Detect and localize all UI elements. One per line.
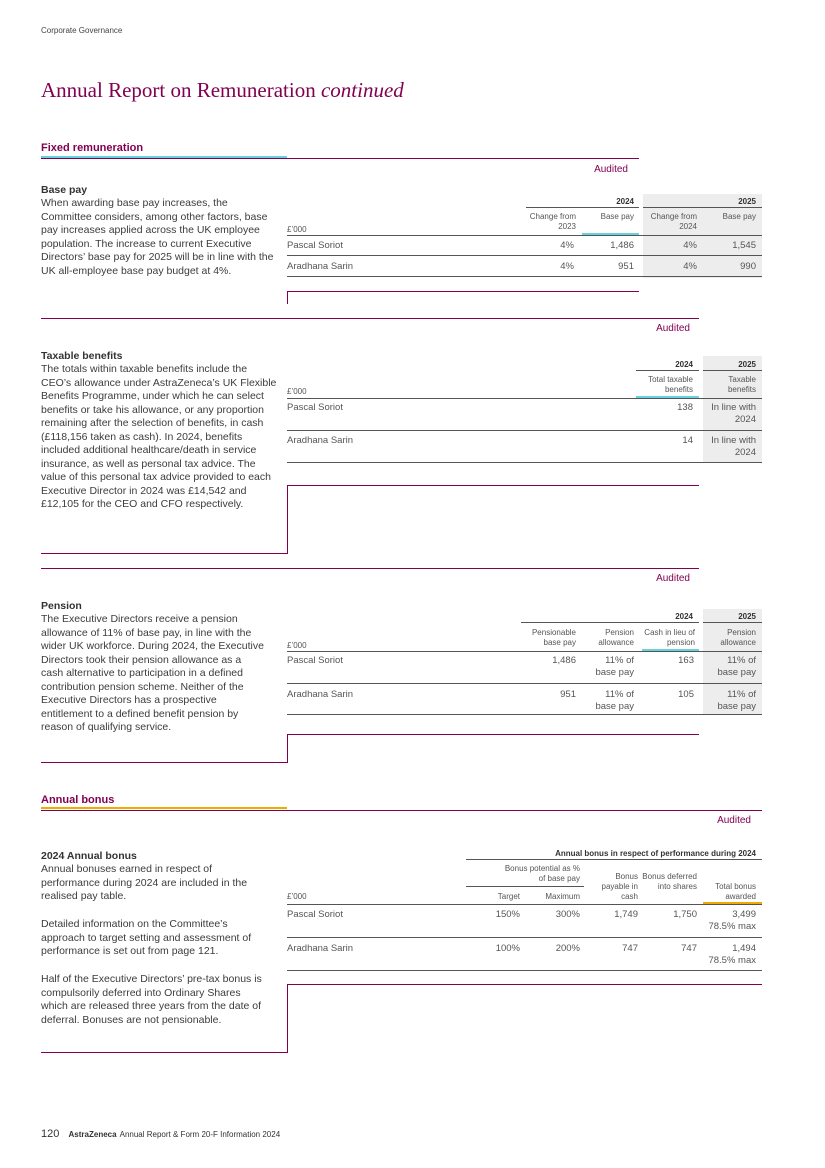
cell: 300% <box>555 909 580 920</box>
col-header: Maximum <box>545 892 580 901</box>
header-rule <box>287 904 762 905</box>
col-header: Base pay <box>722 212 756 221</box>
title-suffix: continued <box>320 78 404 102</box>
year-rule <box>703 622 762 623</box>
row-rule <box>287 970 762 971</box>
year-header: 2024 <box>675 612 693 621</box>
col-header: Base pay <box>600 212 634 221</box>
year-rule <box>636 370 699 371</box>
annual-bonus-heading: Annual bonus <box>41 794 115 806</box>
title-main: Annual Report on Remuneration <box>41 78 316 102</box>
year-header: 2024 <box>675 360 693 369</box>
cell: 4% <box>560 261 574 272</box>
section-rule <box>41 810 762 811</box>
year-header: 2024 <box>616 197 634 206</box>
cell: 100% <box>495 943 520 954</box>
cell: 11% of base pay <box>717 655 756 678</box>
cell: 138 <box>677 402 693 413</box>
col-header: Taxable benefits <box>727 375 756 394</box>
bracket-rule <box>287 485 288 553</box>
cell: 951 <box>618 261 634 272</box>
cell: 1,749 <box>614 909 638 920</box>
footer <box>41 1128 280 1140</box>
header-rule <box>287 651 762 652</box>
row-rule <box>287 683 762 684</box>
pension-heading: Pension <box>41 600 82 612</box>
cell: 150% <box>495 909 520 920</box>
unit-label: £’000 <box>287 387 307 396</box>
row-name: Pascal Soriot <box>287 655 343 666</box>
col-header: Pension allowance <box>598 628 634 647</box>
audited-label: Audited <box>717 815 751 826</box>
base-pay-heading: Base pay <box>41 184 88 196</box>
unit-label: £’000 <box>287 892 307 901</box>
year-header: 2025 <box>738 197 756 206</box>
header-rule <box>287 235 762 236</box>
cell: 990 <box>740 261 756 272</box>
col-header: Total bonus awarded <box>715 882 756 901</box>
row-rule <box>287 714 762 715</box>
row-name: Aradhana Sarin <box>287 435 354 446</box>
cell: 1,486 <box>552 655 576 666</box>
bonus-text-3: Half of the Executive Directors’ pre-tax bonus is compulsorily deferred into Ordinary Shares which are released three years from the date of deferral. Bonuses are not pensionable. <box>41 973 262 1026</box>
section-rule <box>41 158 639 159</box>
audited-label: Audited <box>656 323 690 334</box>
col-header: Cash in lieu of pension <box>644 628 695 647</box>
footer-text: Annual Report & Form 20-F Information 2024 <box>119 1130 281 1139</box>
cell: 78.5% max <box>708 921 756 932</box>
bracket-rule <box>41 553 288 554</box>
cell: 1,545 <box>732 240 756 251</box>
row-rule <box>287 430 762 431</box>
fixed-remuneration-heading: Fixed remuneration <box>41 142 144 154</box>
footer-brand: AstraZeneca <box>68 1130 117 1139</box>
bracket-rule <box>287 984 288 1052</box>
bonus-subheading: 2024 Annual bonus <box>41 850 137 862</box>
row-name: Aradhana Sarin <box>287 261 354 272</box>
col-header: Pension allowance <box>720 628 756 647</box>
cell: 4% <box>683 240 697 251</box>
cell: In line with 2024 <box>711 402 756 425</box>
bracket-rule <box>41 1052 288 1053</box>
cell: 1,750 <box>673 909 697 920</box>
year-rule <box>643 207 762 208</box>
audited-label: Audited <box>594 164 628 175</box>
bonus-text-2: Detailed information on the Committee’s approach to target setting and assessment of performance is set out from page 121. <box>41 918 252 957</box>
cell: 4% <box>560 240 574 251</box>
bonus-text-1: Annual bonuses earned in respect of performance during 2024 are included in the realised pay table. <box>41 863 248 902</box>
year-rule <box>703 370 762 371</box>
col-header: Total taxable benefits <box>648 375 693 394</box>
cell: 78.5% max <box>708 955 756 966</box>
section-label: Corporate Governance <box>41 26 123 35</box>
bracket-rule <box>287 291 288 304</box>
group-header: Annual bonus in respect of performance during 2024 <box>555 849 756 858</box>
cell: 3,499 <box>732 909 756 920</box>
cell: 11% of base pay <box>595 655 634 678</box>
col-header: Bonus potential as % of base pay <box>504 864 580 883</box>
header-rule <box>287 398 762 399</box>
year-header: 2025 <box>738 360 756 369</box>
section-rule <box>41 568 699 569</box>
bracket-rule <box>287 485 699 486</box>
row-rule <box>287 937 762 938</box>
col-header: Pensionable base pay <box>531 628 576 647</box>
cell: 11% of base pay <box>717 689 756 712</box>
col-header: Bonus payable in cash <box>601 872 638 901</box>
cell: 747 <box>622 943 638 954</box>
page-title <box>41 78 404 103</box>
bracket-rule <box>41 762 288 763</box>
year-header: 2025 <box>738 612 756 621</box>
bracket-rule <box>287 734 699 735</box>
col-header: Change from 2024 <box>650 212 697 231</box>
year-rule <box>521 622 699 623</box>
cell: 1,486 <box>610 240 634 251</box>
sub-group-rule <box>466 886 584 887</box>
group-rule <box>466 859 762 860</box>
cell: 1,494 <box>732 943 756 954</box>
row-name: Pascal Soriot <box>287 402 343 413</box>
cell: 200% <box>555 943 580 954</box>
cell: 14 <box>682 435 693 446</box>
row-name: Aradhana Sarin <box>287 689 354 700</box>
col-header: Bonus deferred into shares <box>642 872 697 891</box>
unit-label: £’000 <box>287 225 307 234</box>
cell: 105 <box>678 689 694 700</box>
cell: In line with 2024 <box>711 435 756 458</box>
bracket-rule <box>287 291 639 292</box>
page-number: 120 <box>41 1128 60 1140</box>
unit-label: £’000 <box>287 641 307 650</box>
row-rule <box>287 462 762 463</box>
bracket-rule <box>287 734 288 762</box>
audited-label: Audited <box>656 573 690 584</box>
row-name: Pascal Soriot <box>287 240 343 251</box>
section-rule <box>41 318 699 319</box>
year-rule <box>526 207 639 208</box>
row-name: Aradhana Sarin <box>287 943 354 954</box>
row-name: Pascal Soriot <box>287 909 343 920</box>
cell: 11% of base pay <box>595 689 634 712</box>
pension-text: The Executive Directors receive a pension allowance of 11% of base pay, in line with the wider UK workforce. During 2024, the Executive Directors took their pension allowance as a cash alternative to participation in a defined contribution pension scheme. Neither of the Executive Directors has a prospective entitlement to a defined benefit pension by reason of qualifying service. <box>41 613 264 733</box>
bracket-rule <box>287 984 762 985</box>
row-rule <box>287 276 762 277</box>
cell: 4% <box>683 261 697 272</box>
taxable-text: The totals within taxable benefits include the CEO’s allowance under AstraZeneca’s UK Flexible Benefits Programme, under which he can select benefits or take his allowance, or any proportion remaining after the selection of benefits, in cash (£118,156 taken as cash). In 2024, benefits included additional healthcare/death in service insurance, as well as personal tax advice. The value of this personal tax advice provided to each Executive Director in 2024 was £14,542 and £12,105 for the CEO and CFO respectively. <box>41 363 277 510</box>
cell: 747 <box>681 943 697 954</box>
cell: 163 <box>678 655 694 666</box>
col-header: Change from 2023 <box>529 212 576 231</box>
heading-accent <box>41 807 287 809</box>
row-rule <box>287 255 762 256</box>
cell: 951 <box>560 689 576 700</box>
taxable-heading: Taxable benefits <box>41 350 123 362</box>
col-header: Target <box>497 892 520 901</box>
base-pay-text: When awarding base pay increases, the Committee considers, among other factors, base pay increases applied across the UK employee population. The increase to current Executive Directors’ base pay for 2025 will be in line with the UK all-employee base pay budget at 4%. <box>41 197 274 277</box>
